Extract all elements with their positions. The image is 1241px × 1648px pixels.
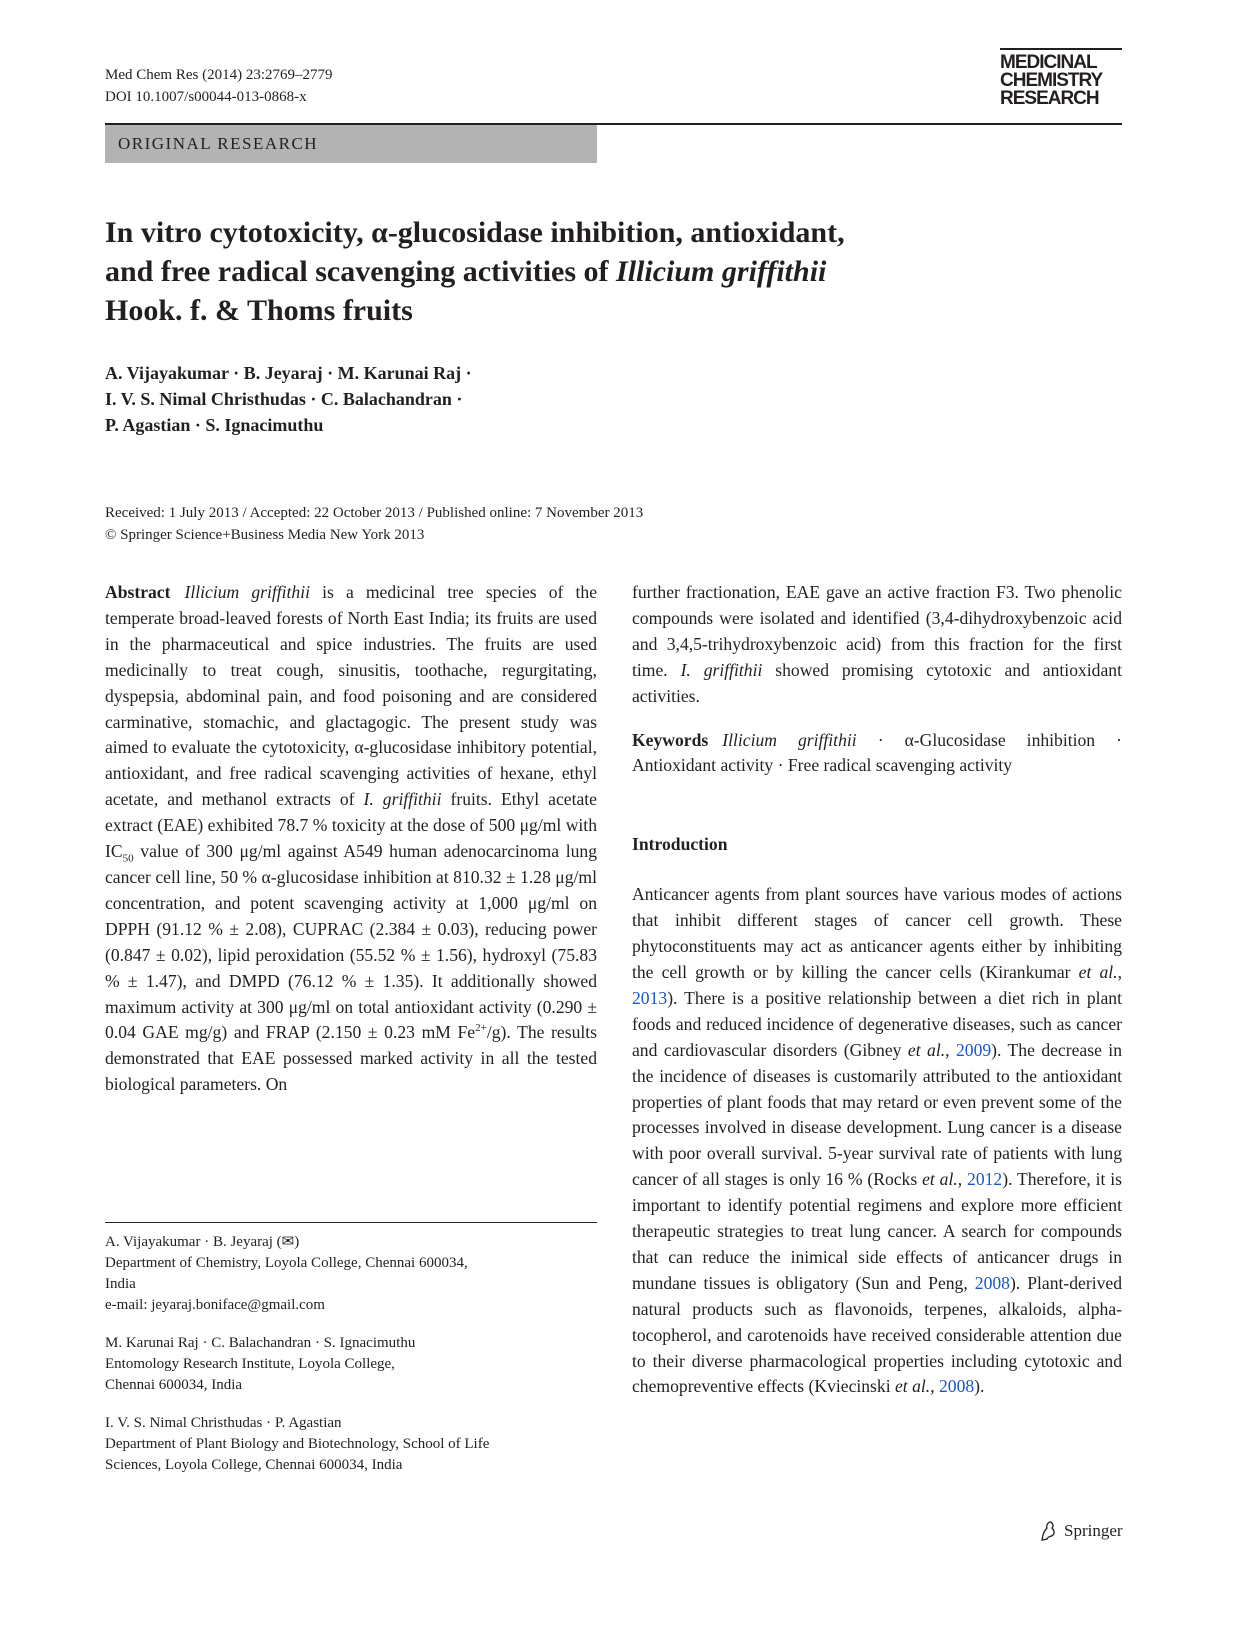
publisher-name: Springer: [1064, 1521, 1123, 1540]
citation-link[interactable]: 2009: [955, 1039, 992, 1060]
journal-reference: [105, 64, 332, 108]
title-species: Illicium griffithii: [616, 255, 827, 288]
affiliations: [105, 1232, 597, 1493]
doi: DOI 10.1007/s00044-013-0868-x: [105, 89, 307, 105]
corresponding-email[interactable]: e-mail: jeyaraj.boniface@gmail.com: [105, 1297, 325, 1313]
abstract-continued: further fractionation, EAE gave an active fraction F3. Two phenolic compounds were isolated and identified (3,4-dihydroxybenzoic acid and 3,4,5-trihydroxybenzoic acid) from this fraction for the first time. I. griffithii showed promising cytotoxic and antioxidant activities.: [632, 582, 1122, 706]
citation-link[interactable]: 2008: [938, 1376, 975, 1397]
journal-citation: Med Chem Res (2014) 23:2769–2779: [105, 67, 333, 83]
springer-horse-icon: [1038, 1520, 1058, 1542]
affiliation-3: I. V. S. Nimal Christhudas · P. Agastian Department of Plant Biology and Biotechnology, School of Life Sciences, Loyola College, Chennai 600034, India: [105, 1415, 490, 1473]
introduction-body: Anticancer agents from plant sources have various modes of actions that inhibit different stages of cancer cell growth. These phytoconstituents may act as anticancer agents either by inhibiting the cell growth or by killing the cancer cells (Kirankumar et al., 2013). There is a positive relationship between a diet rich in plant foods and reduced incidence of degenerative diseases, such as cancer and cardiovascular disorders (Gibney et al., 2009). The decrease in the incidence of diseases is customarily attributed to the antioxidant properties of plant foods that may retard or even prevent some of the processes involved in disease development. Lung cancer is a disease with poor overall survival. 5-year survival rate of patients with lung cancer of all stages is only 16 % (Rocks et al., 2012). Therefore, it is important to identify potential regimens and explore more efficient therapeutic strategies to treat lung cancer. A search for compounds that can reduce the inimical side effects of anticancer drugs in mundane tissues is obligatory (Sun and Peng, 2008). Plant-derived natural products such as flavonoids, terpenes, alkaloids, alpha-tocopherol, and carotenoids have received considerable attention due to their diverse pharmacological properties including cytotoxic and chemopreventive effects (Kviecinski et al., 2008).: [632, 884, 1123, 1397]
copyright-line: © Springer Science+Business Media New York 2013: [105, 527, 425, 543]
section-label: ORIGINAL RESEARCH: [105, 125, 597, 163]
citation-link[interactable]: 2013: [632, 987, 668, 1008]
right-column: [632, 580, 1122, 1400]
journal-logo: MEDICINAL CHEMISTRY RESEARCH: [1000, 48, 1122, 108]
abstract: Abstract Illicium griffithii is a medicinal tree species of the temperate broad-leaved forests of North East India; its fruits are used in the pharmaceutical and spice industries. The fruits are used medicinally to treat cough, sinusitis, toothache, regurgitating, dyspepsia, abdominal pain, and food poisoning and are considered carminative, stomachic, and glactagogic. The present study was aimed to evaluate the cytotoxicity, α-glucosidase inhibitory potential, antioxidant, and free radical scavenging activities of hexane, ethyl acetate, and methanol extracts of I. griffithii fruits. Ethyl acetate extract (EAE) exhibited 78.7 % toxicity at the dose of 500 μg/ml with $IC_{50}$ value of 300 μg/ml against A549 human adenocarcinoma lung cancer cell line, 50 % α-glucosidase inhibition at 810.32 ± 1.28 μg/ml concentration, and potent scavenging activity at 1,000 μg/ml on DPPH (91.12 % ± 2.08), CUPRAC (2.384 ± 0.03), reducing power (0.847 ± 0.02), lipid peroxidation (55.52 % ± 1.56), hydroxyl (75.83 % ± 1.47), and DMPD (76.12 % ± 1.35). It additionally showed maximum activity at 300 μg/ml on total antioxidant activity (0.290 ± 0.04 GAE mg/g) and FRAP (2.150 ± 0.23 mM $Fe^{2+}/g$). The results demonstrated that EAE possessed marked activity in all the tested biological parameters. On: [105, 582, 597, 1095]
citation-link[interactable]: 2012: [967, 1169, 1003, 1190]
article-title: In vitro cytotoxicity, α-glucosidase inhibition, antioxidant, and free radical scavenging activities of Illicium griffithii Hook. f. & Thoms fruits: [105, 216, 845, 327]
affiliation-1: A. Vijayakumar · B. Jeyaraj (✉) Department of Chemistry, Loyola College, Chennai 600034, India e-mail: jeyaraj.boniface@gmail.com: [105, 1232, 597, 1316]
introduction-heading: Introduction: [632, 834, 728, 855]
citation-link[interactable]: 2008: [974, 1272, 1010, 1293]
affiliation-2: M. Karunai Raj · C. Balachandran · S. Ignacimuthu Entomology Research Institute, Loyola College, Chennai 600034, India: [105, 1335, 416, 1393]
publisher-footer: [1038, 1520, 1123, 1542]
abstract-label: Abstract: [105, 582, 171, 602]
author-list: A. Vijayakumar · B. Jeyaraj · M. Karunai Raj · I. V. S. Nimal Christhudas · C. Balachandran · P. Agastian · S. Ignacimuthu: [105, 363, 472, 435]
publication-history: [105, 502, 1005, 546]
affiliation-rule: [105, 1222, 597, 1223]
dates-line: Received: 1 July 2013 / Accepted: 22 October 2013 / Published online: 7 November 2013: [105, 505, 644, 521]
keywords: Keywords Illicium griffithii · α-Glucosidase inhibition · Antioxidant activity · Free radical scavenging activity: [632, 729, 1122, 776]
